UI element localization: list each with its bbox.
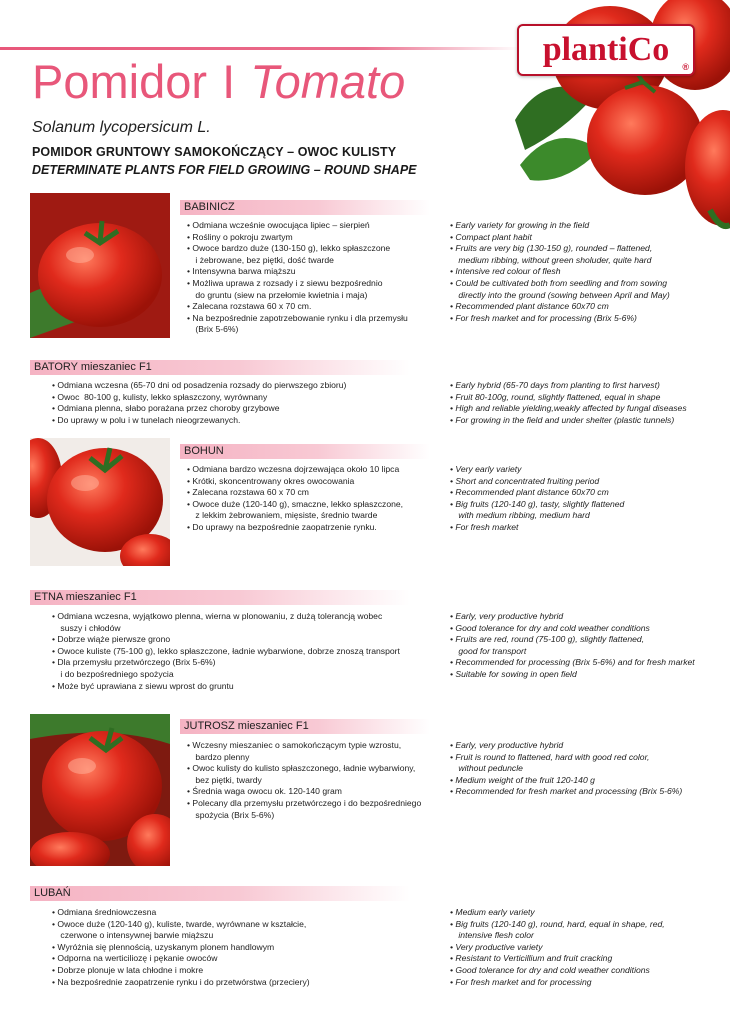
variety-list-pl-bohun: [187, 464, 437, 534]
list-item: • Do uprawy na bezpośrednie zaopatrzenie rynku.: [187, 522, 437, 534]
photo-babinicz: [30, 193, 170, 338]
photo-bohun: [30, 438, 170, 566]
variety-header-jutrosz: JUTROSZ mieszaniec F1: [180, 719, 430, 734]
list-item: • Short and concentrated fruiting period: [450, 476, 715, 488]
title-pl: Pomidor: [32, 55, 208, 108]
list-item: • Owoce bardzo duże (130-150 g), lekko spłaszczone i żebrowane, bez piętki, dość twarde: [187, 243, 437, 266]
list-item: • Fruit 80-100g, round, slightly flattened, equal in shape: [450, 392, 720, 404]
list-item: • Odmiana wczesna (65-70 dni od posadzenia rozsady do pierwszego zbioru): [52, 380, 442, 392]
list-item: • Krótki, skoncentrowany okres owocowania: [187, 476, 437, 488]
list-item: • Very early variety: [450, 464, 715, 476]
variety-list-en-babinicz: [450, 220, 715, 324]
variety-list-pl-batory: [52, 380, 442, 426]
list-item: • Early hybrid (65-70 days from planting to first harvest): [450, 380, 720, 392]
list-item: • Zalecana rozstawa 60 x 70 cm: [187, 487, 437, 499]
title-separator: I: [222, 55, 236, 108]
variety-list-en-etna: [450, 611, 720, 681]
variety-header-luban: LUBAŃ: [30, 886, 410, 901]
list-item: • High and reliable yielding,weakly affected by fungal diseases: [450, 403, 720, 415]
list-item: • Polecany dla przemysłu przetwórczego i do bezpośredniego spożycia (Brix 5-6%): [187, 798, 447, 821]
variety-header-batory: BATORY mieszaniec F1: [30, 360, 410, 375]
heading-en: DETERMINATE PLANTS FOR FIELD GROWING – ROUND SHAPE: [32, 163, 417, 177]
list-item: • Early, very productive hybrid: [450, 611, 720, 623]
list-item: • For fresh market and for processing (Brix 5-6%): [450, 313, 715, 325]
list-item: • For fresh market and for processing: [450, 977, 720, 989]
variety-header-etna: ETNA mieszaniec F1: [30, 590, 410, 605]
list-item: • Odmiana bardzo wczesna dojrzewająca około 10 lipca: [187, 464, 437, 476]
list-item: • Na bezpośrednie zapotrzebowanie rynku i dla przemysłu (Brix 5-6%): [187, 313, 437, 336]
page-title: [32, 55, 406, 108]
list-item: • Recommended for processing (Brix 5-6%) and for fresh market: [450, 657, 720, 669]
list-item: • Wyróżnia się plennością, uzyskanym plonem handlowym: [52, 942, 442, 954]
list-item: • Fruits are very big (130-150 g), rounded – flattened, medium ribbing, without green sholuder, quite hard: [450, 243, 715, 266]
list-item: • Odmiana wcześnie owocująca lipiec – sierpień: [187, 220, 437, 232]
list-item: • Early, very productive hybrid: [450, 740, 720, 752]
list-item: • Do uprawy w polu i w tunelach nieogrzewanych.: [52, 415, 442, 427]
variety-list-pl-luban: [52, 907, 442, 988]
list-item: • Recommended for fresh market and processing (Brix 5-6%): [450, 786, 720, 798]
list-item: • Możliwa uprawa z rozsady i z siewu bezpośrednio do gruntu (siew na przełomie kwietnia i maja): [187, 278, 437, 301]
brand-registered-mark: ®: [682, 62, 689, 72]
list-item: • Na bezpośrednie zaopatrzenie rynku i do przetwórstwa (przeciery): [52, 977, 442, 989]
variety-header-bohun: BOHUN: [180, 444, 430, 459]
list-item: • Compact plant habit: [450, 232, 715, 244]
variety-list-en-luban: [450, 907, 720, 988]
list-item: • Recommended plant distance 60x70 cm: [450, 487, 715, 499]
list-item: • Big fruits (120-140 g), tasty, slightly flattened with medium ribbing, medium hard: [450, 499, 715, 522]
brand-logo: [517, 24, 695, 76]
list-item: • Fruit is round to flattened, hard with good red color, without peduncle: [450, 752, 720, 775]
list-item: • Dobrze plonuje w lata chłodne i mokre: [52, 965, 442, 977]
list-item: • Fruits are red, round (75-100 g), slightly flattened, good for transport: [450, 634, 720, 657]
variety-list-en-batory: [450, 380, 720, 426]
list-item: • Could be cultivated both from seedling and from sowing directly into the ground (sowing between April and May): [450, 278, 715, 301]
list-item: • Może być uprawiana z siewu wprost do gruntu: [52, 681, 442, 693]
list-item: • Owoce duże (120-140 g), kuliste, twarde, wyrównane w kształcie, czerwone o intensywnej barwie miąższu: [52, 919, 442, 942]
list-item: • Odmiana średniowczesna: [52, 907, 442, 919]
latin-name: Solanum lycopersicum L.: [32, 119, 211, 136]
list-item: • Rośliny o pokroju zwartym: [187, 232, 437, 244]
variety-list-en-bohun: [450, 464, 715, 534]
variety-list-en-jutrosz: [450, 740, 720, 798]
list-item: • Suitable for sowing in open field: [450, 669, 720, 681]
list-item: • Owoce duże (120-140 g), smaczne, lekko spłaszczone, z lekkim żebrowaniem, mięsiste, średnio twarde: [187, 499, 437, 522]
list-item: • Odmiana wczesna, wyjątkowo plenna, wierna w plonowaniu, z dużą tolerancją wobec suszy i chłodów: [52, 611, 442, 634]
brand-logo-text: plantiCo: [542, 31, 670, 68]
list-item: • For fresh market: [450, 522, 715, 534]
list-item: • Owoc 80-100 g, kulisty, lekko spłaszczony, wyrównany: [52, 392, 442, 404]
heading-pl: POMIDOR GRUNTOWY SAMOKOŃCZĄCY – OWOC KULISTY: [32, 145, 397, 159]
title-en: Tomato: [250, 55, 406, 108]
list-item: • Medium early variety: [450, 907, 720, 919]
list-item: • Wczesny mieszaniec o samokończącym typie wzrostu, bardzo plenny: [187, 740, 447, 763]
variety-list-pl-etna: [52, 611, 442, 692]
list-item: • Odporna na werticiliozę i pękanie owoców: [52, 953, 442, 965]
list-item: • Średnia waga owocu ok. 120-140 gram: [187, 786, 447, 798]
list-item: • Very productive variety: [450, 942, 720, 954]
header-rule: [0, 47, 520, 50]
list-item: • Early variety for growing in the field: [450, 220, 715, 232]
list-item: • Intensive red colour of flesh: [450, 266, 715, 278]
list-item: • For growing in the field and under shelter (plastic tunnels): [450, 415, 720, 427]
list-item: • Odmiana plenna, słabo porażana przez choroby grzybowe: [52, 403, 442, 415]
list-item: • Resistant to Verticillium and fruit cracking: [450, 953, 720, 965]
list-item: • Big fruits (120-140 g), round, hard, equal in shape, red, intensive flesh color: [450, 919, 720, 942]
list-item: • Owoce kuliste (75-100 g), lekko spłaszczone, ładnie wybarwione, dobrze znoszą transport: [52, 646, 442, 658]
list-item: • Zalecana rozstawa 60 x 70 cm.: [187, 301, 437, 313]
variety-list-pl-babinicz: [187, 220, 437, 336]
variety-list-pl-jutrosz: [187, 740, 447, 821]
list-item: • Recommended plant distance 60x70 cm: [450, 301, 715, 313]
list-item: • Dobrze wiąże pierwsze grono: [52, 634, 442, 646]
list-item: • Good tolerance for dry and cold weather conditions: [450, 965, 720, 977]
photo-jutrosz: [30, 714, 170, 866]
list-item: • Dla przemysłu przetwórczego (Brix 5-6%) i do bezpośredniego spożycia: [52, 657, 442, 680]
list-item: • Owoc kulisty do kulisto spłaszczonego, ładnie wybarwiony, bez piętki, twardy: [187, 763, 447, 786]
list-item: • Intensywna barwa miąższu: [187, 266, 437, 278]
variety-header-babinicz: BABINICZ: [180, 200, 430, 215]
list-item: • Medium weight of the fruit 120-140 g: [450, 775, 720, 787]
list-item: • Good tolerance for dry and cold weather conditions: [450, 623, 720, 635]
